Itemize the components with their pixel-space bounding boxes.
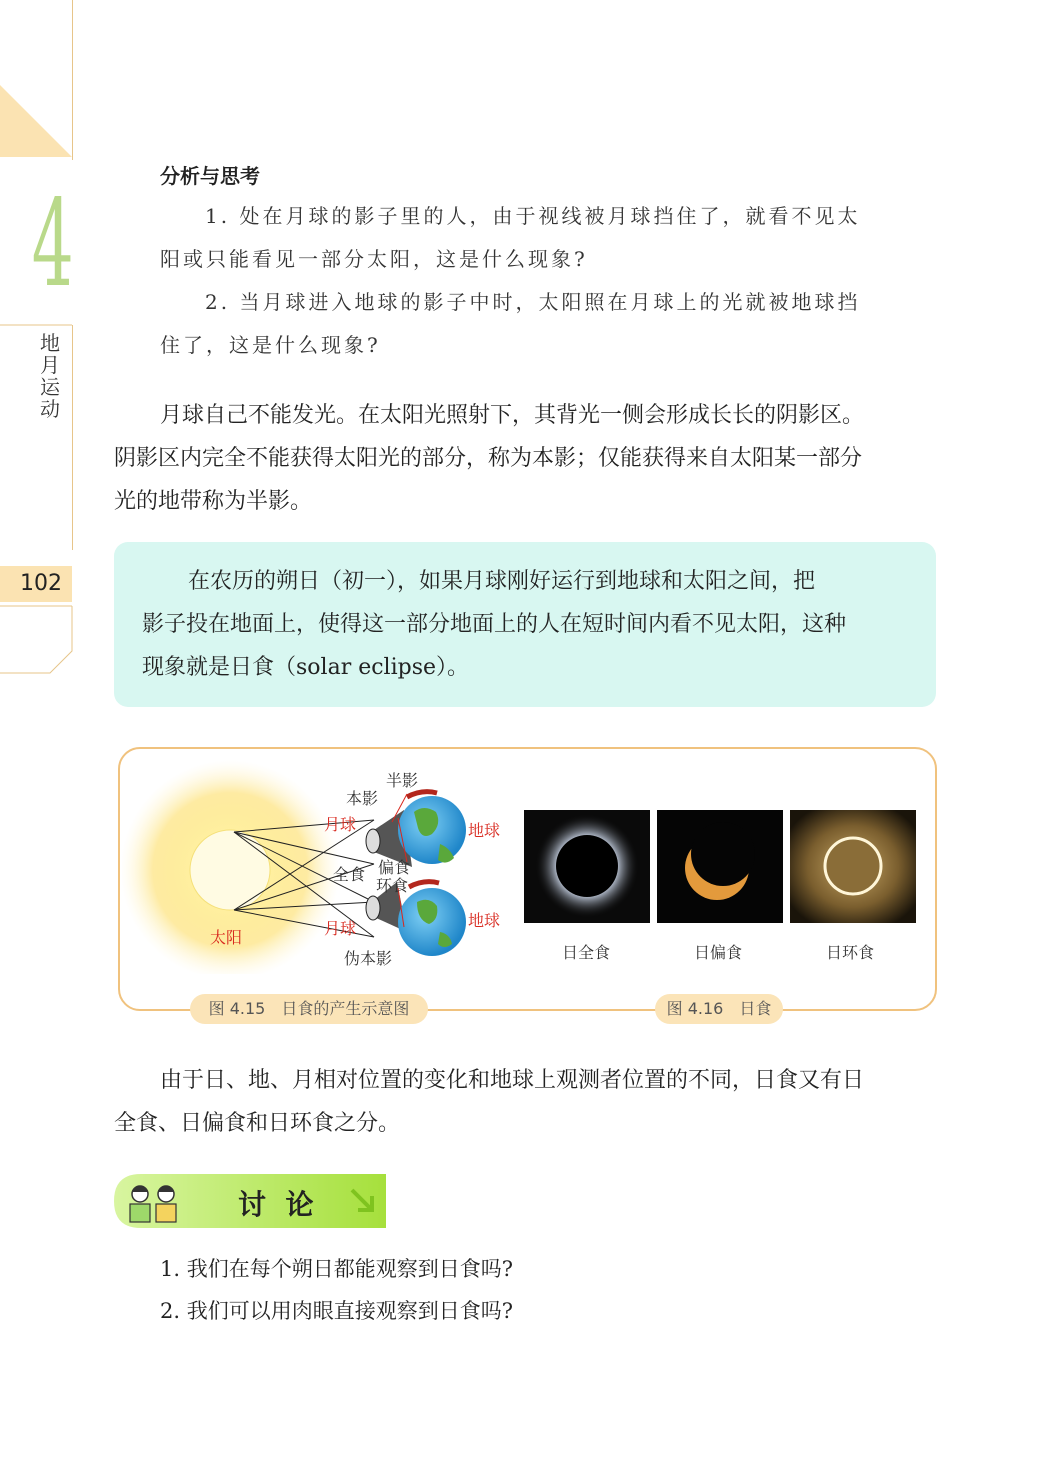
annular-eclipse-photo <box>790 810 916 923</box>
caption-partial-eclipse: 日偏食 <box>694 943 743 962</box>
label-moon-top: 月球 <box>324 815 357 834</box>
paragraph-2-line-1: 由于日、地、月相对位置的变化和地球上观测者位置的不同，日食又有日 <box>160 1068 865 1093</box>
margin-line-middle <box>72 325 73 550</box>
discussion-question-2: 2. 我们可以用肉眼直接观察到日食吗? <box>160 1299 513 1323</box>
paragraph-1-line-2: 阴影区内完全不能获得太阳光的部分，称为本影；仅能获得来自太阳某一部分 <box>114 446 863 471</box>
discussion-question-1: 1. 我们在每个朔日都能观察到日食吗? <box>160 1257 513 1281</box>
sun-disk <box>190 830 270 910</box>
caption-total-eclipse: 日全食 <box>562 943 611 962</box>
label-earth-top: 地球 <box>468 821 501 840</box>
paragraph-1-line-1: 月球自己不能发光。在太阳光照射下，其背光一侧会形成长长的阴影区。 <box>160 403 865 428</box>
label-earth-bottom: 地球 <box>468 911 501 930</box>
definition-line-3: 现象就是日食（solar eclipse）。 <box>142 655 470 680</box>
label-total: 全食 <box>333 865 366 884</box>
figure-4-16-caption: 图 4.16 日食 <box>655 994 783 1024</box>
chapter-title: 地月运动 <box>40 331 60 421</box>
label-annular: 环食 <box>376 876 409 895</box>
label-sun: 太阳 <box>210 928 243 947</box>
label-umbra: 本影 <box>346 789 379 808</box>
discussion-title: 讨 论 <box>238 1188 314 1221</box>
margin-line-top <box>72 0 73 160</box>
think-question-1-line-1: 1. 处在月球的影子里的人，由于视线被月球挡住了，就看不见太 <box>205 204 861 228</box>
label-penumbra: 半影 <box>386 771 419 790</box>
think-question-2-line-2: 住了，这是什么现象? <box>160 333 381 357</box>
total-eclipse-photo <box>524 810 650 923</box>
paragraph-2-line-2: 全食、日偏食和日环食之分。 <box>114 1111 401 1136</box>
corner-tab-decoration <box>0 85 74 160</box>
definition-line-1: 在农历的朔日（初一），如果月球刚好运行到地球和太阳之间，把 <box>188 569 816 594</box>
chapter-divider <box>0 320 74 330</box>
label-partial: 偏食 <box>378 858 411 877</box>
section-heading-think: 分析与思考 <box>160 164 260 188</box>
definition-line-2: 影子投在地面上，使得这一部分地面上的人在短时间内看不见太阳，这种 <box>142 612 847 637</box>
caption-annular-eclipse: 日环食 <box>826 943 875 962</box>
partial-eclipse-photo <box>657 810 783 923</box>
chapter-number: 4 <box>31 175 74 314</box>
paragraph-1-line-3: 光的地带称为半影。 <box>114 489 313 514</box>
think-question-2-line-1: 2. 当月球进入地球的影子中时，太阳照在月球上的光就被地球挡 <box>205 290 861 314</box>
label-antumbra: 伪本影 <box>344 949 393 968</box>
figure-4-15-caption: 图 4.15 日食的产生示意图 <box>190 994 428 1024</box>
eclipse-formation-diagram <box>122 752 502 974</box>
page-number: 102 <box>20 571 62 596</box>
think-question-1-line-2: 阳或只能看见一部分太阳，这是什么现象? <box>160 247 588 271</box>
label-moon-bottom: 月球 <box>324 919 357 938</box>
